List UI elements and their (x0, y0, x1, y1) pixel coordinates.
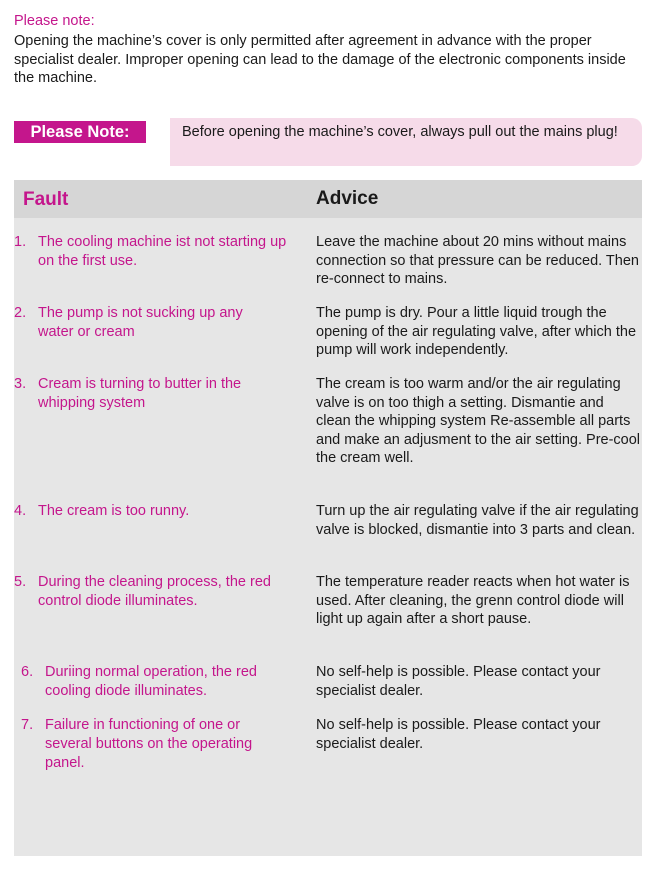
advice-text: The cream is too warm and/or the air regulating valve is on too thigh a setting. Dismantie and clean the whipping system Re-assemble all parts and make an adjusment to the air setting. Pre-cool the cream well. (316, 376, 641, 466)
fault-number: 4. (14, 503, 27, 519)
advice-text: Leave the machine about 20 mins without mains connection so that pressure can be reduced. Then re-connect to mains. (316, 234, 639, 287)
fault-cell (14, 573, 306, 611)
fault-cell (14, 502, 276, 521)
header-advice: Advice (316, 188, 379, 209)
fault-cell (14, 233, 304, 271)
fault-text: The cooling machine ist not starting up on the first use. (38, 234, 287, 269)
fault-text: Cream is turning to butter in the whipping system (38, 376, 242, 411)
advice-text: No self-help is possible. Please contact your specialist dealer. (316, 717, 601, 752)
fault-number: 1. (14, 234, 27, 250)
fault-cell (14, 304, 276, 342)
warning-text: Before opening the machine’s cover, always pull out the mains plug! (182, 124, 618, 140)
fault-number: 6. (21, 664, 34, 680)
fault-text: During the cleaning process, the red control diode illuminates. (38, 574, 271, 609)
fault-number: 5. (14, 574, 27, 590)
fault-text: The cream is too runny. (38, 503, 190, 519)
fault-number: 2. (14, 305, 27, 321)
warning-box (170, 118, 642, 166)
fault-number: 3. (14, 376, 27, 392)
fault-cell (14, 375, 276, 413)
advice-text: Turn up the air regulating valve if the air regulating valve is blocked, dismantie into 3 parts and clean. (316, 503, 639, 538)
advice-text: The temperature reader reacts when hot water is used. After cleaning, the grenn control diode will light up again after a short pause. (316, 574, 630, 627)
note-body: Opening the machine’s cover is only permitted after agreement in advance with the proper specialist dealer. Improper opening can lead to the damage of the electronic components inside the machine. (14, 33, 626, 86)
warning-label: Please Note: (14, 121, 146, 143)
header-fault: Fault (23, 189, 69, 210)
fault-text: The pump is not sucking up any water or cream (38, 305, 243, 340)
advice-text: No self-help is possible. Please contact your specialist dealer. (316, 664, 601, 699)
fault-cell (21, 663, 297, 701)
fault-text: Duriing normal operation, the red cooling diode illuminates. (45, 664, 257, 699)
note-heading: Please note: (14, 13, 95, 29)
advice-text: The pump is dry. Pour a little liquid trough the opening of the air regulating valve, after which the pump will work independently. (316, 305, 637, 358)
fault-cell (21, 716, 283, 773)
fault-text: Failure in functioning of one or several buttons on the operating panel. (45, 717, 253, 771)
fault-number: 7. (21, 717, 34, 733)
